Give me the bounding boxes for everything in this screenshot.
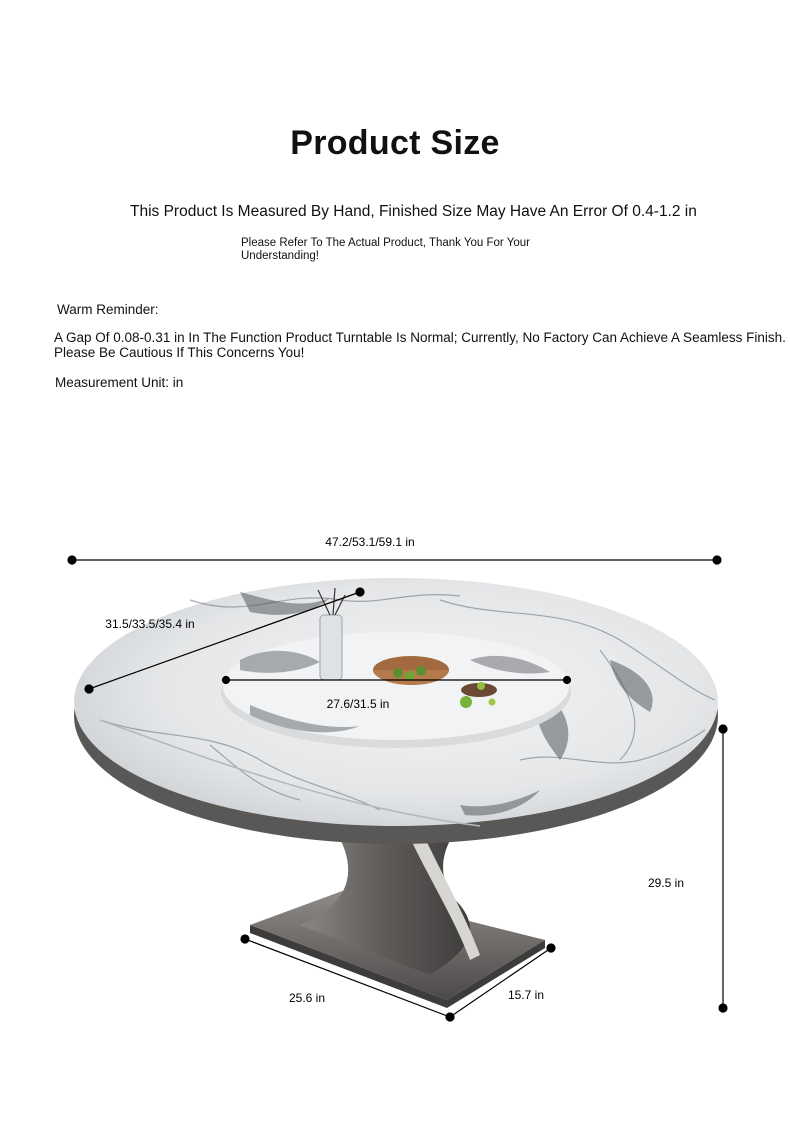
measurement-unit: Measurement Unit: in bbox=[55, 375, 184, 390]
base-length-label: 25.6 in bbox=[288, 991, 326, 1005]
depth-label: 31.5/33.5/35.4 in bbox=[105, 617, 195, 631]
turntable-diameter-label: 27.6/31.5 in bbox=[326, 697, 390, 711]
height-label: 29.5 in bbox=[647, 876, 685, 890]
reminder-line-1: A Gap Of 0.08-0.31 in In The Function Product Turntable Is Normal; Currently, No Factory Can Achieve A Seamless Finish. bbox=[54, 330, 786, 345]
reminder-line-2: Please Be Cautious If This Concerns You! bbox=[54, 345, 305, 360]
measurement-disclaimer: This Product Is Measured By Hand, Finished Size May Have An Error Of 0.4-1.2 in bbox=[130, 203, 697, 220]
page-title: Product Size bbox=[290, 124, 500, 162]
reminder-heading: Warm Reminder: bbox=[57, 302, 159, 317]
overall-width-label: 47.2/53.1/59.1 in bbox=[325, 535, 415, 549]
refer-note: Please Refer To The Actual Product, Thank You For Your Understanding! bbox=[241, 237, 530, 262]
base-width-label: 15.7 in bbox=[507, 988, 545, 1002]
